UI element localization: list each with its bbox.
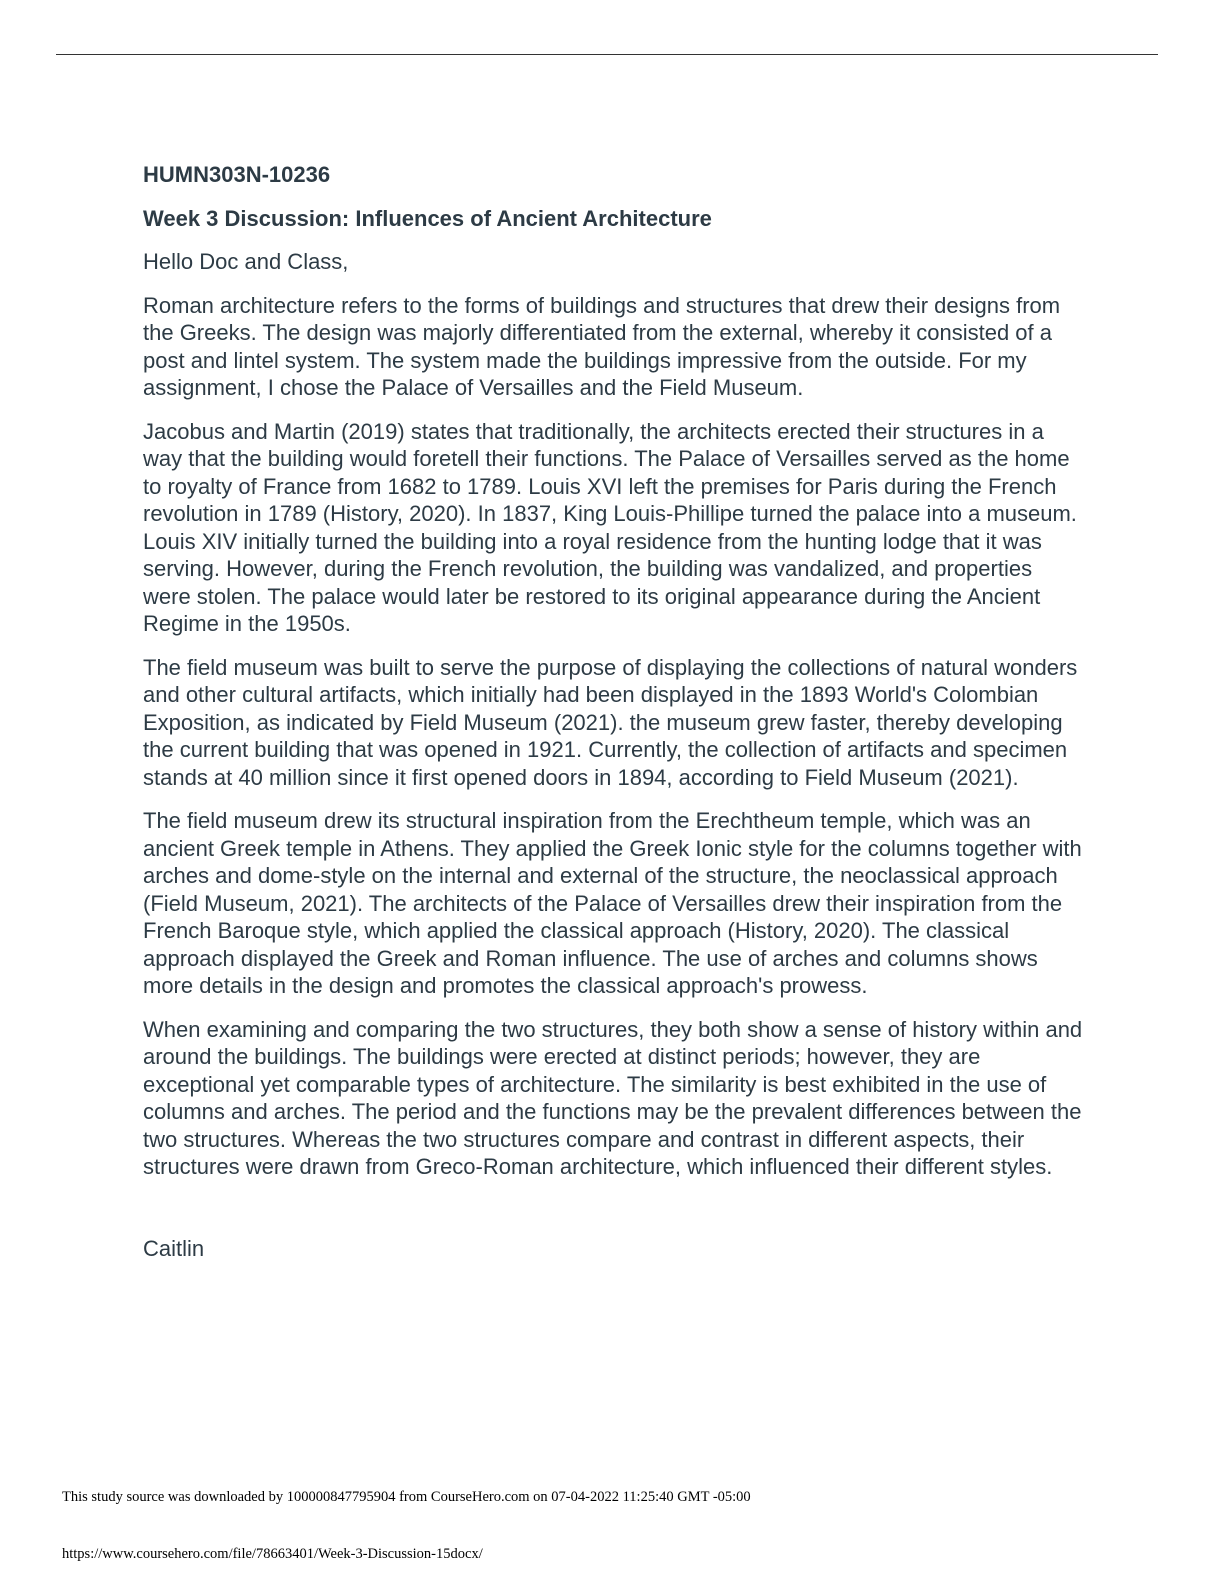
course-code: HUMN303N-10236 [143, 162, 331, 187]
paragraph-3: The field museum was built to serve the purpose of displaying the collections of natural wonders and other cultural artifacts, which initially had been displayed in the 1893 World's Colombian Exposition, as indicated by Field Museum (2021). the museum grew faster, thereby developing the current building that was opened in 1921. Currently, the collection of artifacts and specimen stands at 40 million since it first opened doors in 1894, according to Field Museum (2021). [143, 654, 1078, 790]
download-source-note: This study source was downloaded by 100000847795904 from CourseHero.com on 07-04-2022 11:25:40 GMT -05:00 [62, 1489, 751, 1505]
discussion-post [143, 160, 1083, 1262]
discussion-title: Week 3 Discussion: Influences of Ancient Architecture [143, 206, 712, 231]
paragraph-2: Jacobus and Martin (2019) states that traditionally, the architects erected their structures in a way that the building would foretell their functions. The Palace of Versailles served as the home to royalty of France from 1682 to 1789. Louis XVI left the premises for Paris during the French revolution in 1789 (History, 2020). In 1837, King Louis-Phillipe turned the palace into a museum. Louis XIV initially turned the building into a royal residence from the hunting lodge that it was serving. However, during the French revolution, the building was vandalized, and properties were stolen. The palace would later be restored to its original appearance during the Ancient Regime in the 1950s. [143, 418, 1077, 636]
signature: Caitlin [143, 1235, 205, 1261]
paragraph-5: When examining and comparing the two structures, they both show a sense of history within and around the buildings. The buildings were erected at distinct periods; however, they are exceptional yet comparable types of architecture. The similarity is best exhibited in the use of columns and arches. The period and the functions may be the prevalent differences between the two structures. Whereas the two structures compare and contrast in different aspects, their structures were drawn from Greco-Roman architecture, which influenced their different styles. [143, 1016, 1083, 1179]
source-url: https://www.coursehero.com/file/78663401/Week-3-Discussion-15docx/ [62, 1546, 483, 1562]
greeting: Hello Doc and Class, [143, 249, 349, 274]
header-rule [56, 54, 1158, 55]
paragraph-4: The field museum drew its structural inspiration from the Erechtheum temple, which was an ancient Greek temple in Athens. They applied the Greek Ionic style for the columns together with arches and dome-style on the internal and external of the structure, the neoclassical approach (Field Museum, 2021). The architects of the Palace of Versailles drew their inspiration from the French Baroque style, which applied the classical approach (History, 2020). The classical approach displayed the Greek and Roman influence. The use of arches and columns shows more details in the design and promotes the classical approach's prowess. [143, 808, 1082, 998]
paragraph-1: Roman architecture refers to the forms of buildings and structures that drew their designs from the Greeks. The design was majorly differentiated from the external, whereby it consisted of a post and lintel system. The system made the buildings impressive from the outside. For my assignment, I chose the Palace of Versailles and the Field Museum. [143, 292, 1061, 400]
